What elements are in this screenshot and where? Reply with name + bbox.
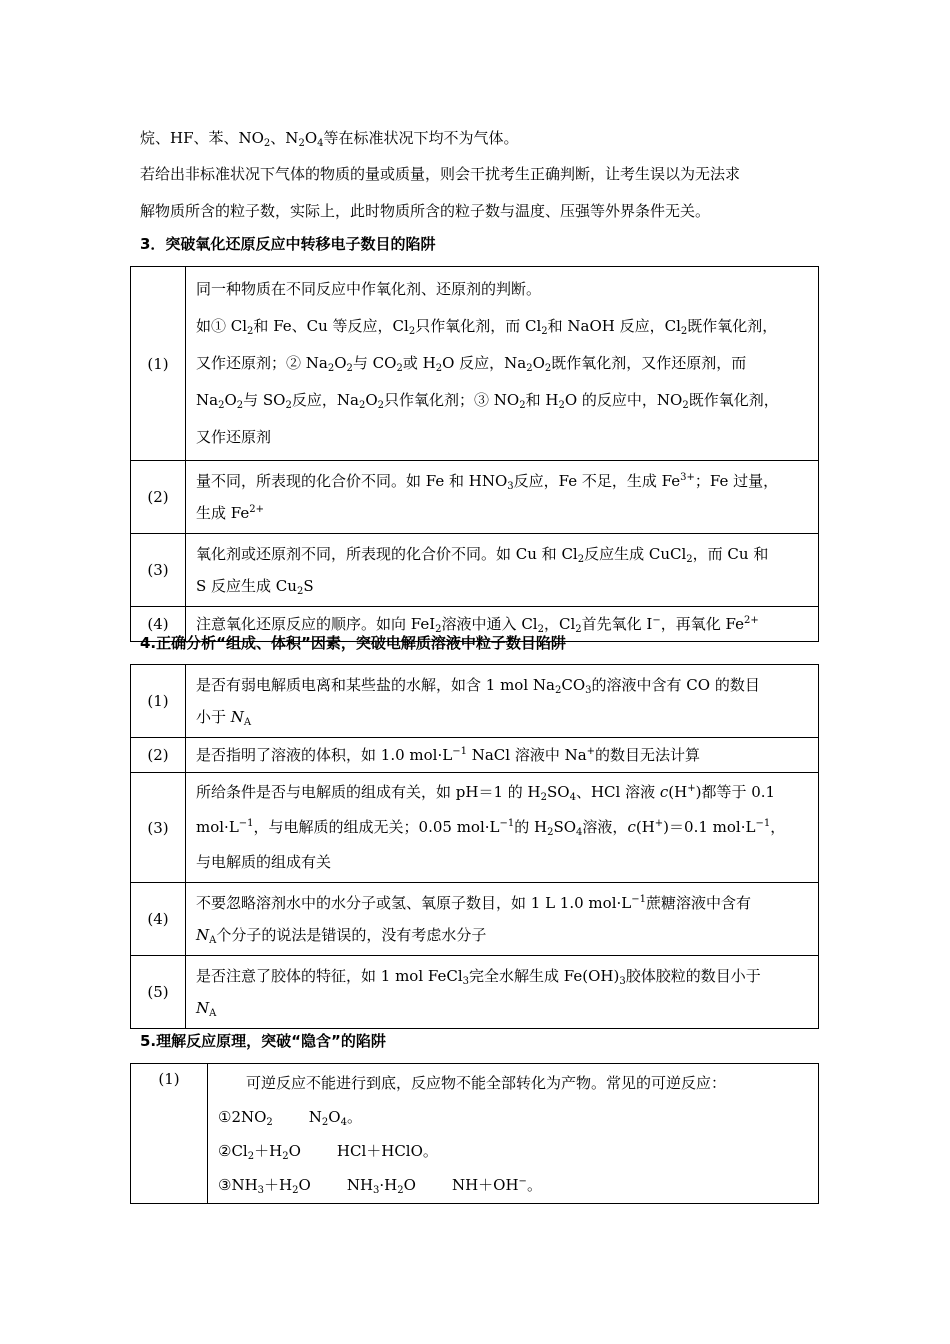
table-row: [131, 534, 819, 607]
section-4-heading: 4.正确分析“组成、体积”因素，突破电解质溶液中粒子数目陷阱: [140, 634, 566, 652]
row-content: 可逆反应不能进行到底，反应物不能全部转化为产物。常见的可逆反应： $①2NO_2$ $N_2O_4$。 $②Cl_2+H_2O$ HCl＋HClO。 $③NH_3+H_2O$ $NH_3\cdot H_2O$ NH＋OH−。: [208, 1064, 819, 1204]
table-row: [131, 773, 819, 883]
row-number: (2): [131, 738, 186, 773]
row-number: (3): [131, 534, 186, 607]
table-row: [131, 665, 819, 738]
row-content: 不要忽略溶剂水中的水分子或氢、氧原子数目，如 1 L 1.0 $mol\cdot L^{-1}$蔗糖溶液中含有 $N_A$个分子的说法是错误的，没有考虑水分子: [186, 883, 819, 956]
row-number: (1): [131, 665, 186, 738]
intro-line-1: 烷、HF、苯、$NO_2$、$N_2O_4$等在标准状况下均不为气体。: [140, 129, 519, 149]
row-number: (1): [131, 267, 186, 461]
row-content: 氧化剂或还原剂不同，所表现的化合价不同。如 Cu 和 $Cl_2$反应生成 CuCl$_2$，而 Cu 和 S 反应生成 $Cu_2S$: [186, 534, 819, 607]
table-row: [131, 883, 819, 956]
table-row: [131, 267, 819, 461]
row-content: 是否有弱电解质电离和某些盐的水解，如含 1 mol $Na_2CO_3$的溶液中含有 CO 的数目 小于 $N_A$: [186, 665, 819, 738]
table-row: [131, 956, 819, 1029]
table-row: [131, 738, 819, 773]
section-5-table: [130, 1063, 819, 1204]
section-3-heading: 3．突破氧化还原反应中转移电子数目的陷阱: [140, 235, 436, 253]
row-number: (4): [131, 607, 186, 642]
section-5-heading: 5.理解反应原理，突破“隐含”的陷阱: [140, 1032, 386, 1050]
row-content: 是否注意了胶体的特征，如 1 mol FeCl$_3$完全水解生成 $Fe(OH)_3$胶体胶粒的数目小于 $N_A$: [186, 956, 819, 1029]
table-row: [131, 1064, 819, 1204]
row-number: (4): [131, 883, 186, 956]
row-number: (5): [131, 956, 186, 1029]
row-content: 量不同，所表现的化合价不同。如 Fe 和 $HNO_3$反应，Fe 不足，生成 $Fe^{3+}$；Fe 过量， 生成 $Fe^{2+}$: [186, 461, 819, 534]
row-number: (2): [131, 461, 186, 534]
row-content: 注意氧化还原反应的顺序。如向 FeI$_2$溶液中通入 $Cl_2$，$Cl_2$首先氧化 I−，再氧化 $Fe^{2+}$: [186, 607, 819, 642]
table-row: [131, 461, 819, 534]
row-number: (3): [131, 773, 186, 883]
intro-line-3: 解物质所含的粒子数，实际上，此时物质所含的粒子数与温度、压强等外界条件无关。: [140, 202, 711, 220]
row-content: 所给条件是否与电解质的组成有关，如 pH＝1 的 $H_2SO_4$、HCl 溶液 c(H+)都等于 0.1 $mol\cdot L^{-1}$，与电解质的组成无关；0.05 $mol\cdot L^{-1}$的 $H_2SO_4$溶液，c(H+)＝0.1 $mol\cdot L^{-1}$， 与电解质的组成有关: [186, 773, 819, 883]
row-content: 同一种物质在不同反应中作氧化剂、还原剂的判断。 如① $Cl_2$和 Fe、Cu 等反应，$Cl_2$只作氧化剂，而 $Cl_2$和 NaOH 反应，$Cl_2$既作氧化剂， 又作还原剂；② $Na_2O_2$与 $CO_2$或 $H_2O$ 反应，$Na_2O_2$既作氧化剂，又作还原剂，而 $Na_2O_2$与 $SO_2$反应，$Na_2O_2$只作氧化剂；③ $NO_2$和 $H_2O$ 的反应中，$NO_2$既作氧化剂， 又作还原剂: [186, 267, 819, 461]
row-number: (1): [131, 1064, 208, 1204]
intro-line-2: 若给出非标准状况下气体的物质的量或质量，则会干扰考生正确判断，让考生误以为无法求: [140, 165, 741, 183]
section-4-table: [130, 664, 819, 1029]
section-3-table: [130, 266, 819, 642]
row-content: 是否指明了溶液的体积，如 1.0 $mol\cdot L^{-1}$ NaCl 溶液中 Na+的数目无法计算: [186, 738, 819, 773]
